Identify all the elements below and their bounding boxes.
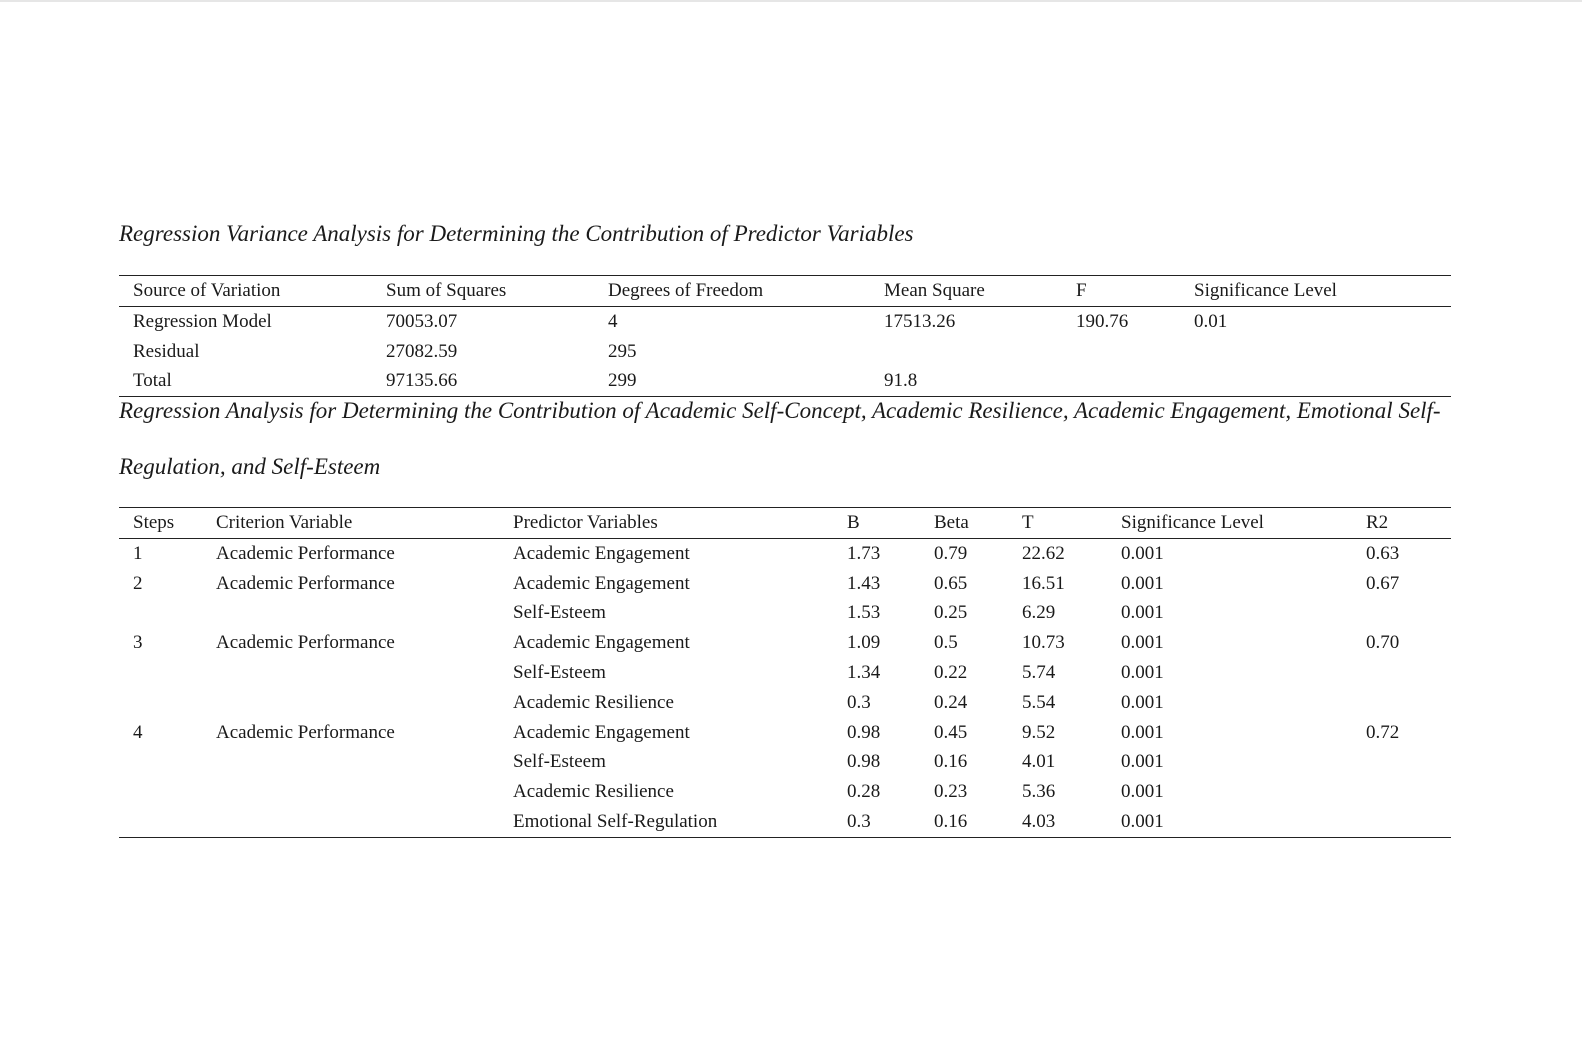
regression-row-cell: 2 (133, 572, 143, 594)
anova-row-cell: 70053.07 (386, 310, 458, 332)
anova-header-cell: Source of Variation (119, 276, 386, 307)
regression-row-cell (216, 747, 513, 777)
regression-row-cell: 1.43 (847, 572, 881, 594)
regression-row-cell: 0.001 (1121, 602, 1164, 624)
regression-row-cell (119, 658, 216, 688)
top-border (0, 0, 1582, 2)
regression-header-cell: Steps (119, 508, 216, 539)
regression-row-cell (216, 777, 513, 807)
regression-row-cell: 0.16 (934, 807, 1022, 837)
regression-row-cell (216, 807, 513, 837)
table1-caption: Regression Variance Analysis for Determining the Contribution of Predictor Variables (119, 221, 914, 246)
regression-row-cell (119, 807, 216, 837)
regression-row-cell: 0.63 (1366, 542, 1400, 564)
regression-row-cell: 0.70 (1366, 632, 1400, 654)
regression-header-row (119, 508, 1451, 539)
regression-row-cell: 4.03 (1022, 807, 1121, 837)
anova-header-cell: Sum of Squares (386, 276, 608, 307)
regression-row (119, 658, 1451, 688)
anova-row-cell: 4 (608, 310, 618, 332)
regression-row-cell: Academic Engagement (513, 542, 690, 564)
regression-row-cell: 0.28 (847, 781, 881, 803)
regression-row-cell: 9.52 (1022, 721, 1056, 743)
regression-row-cell: Self-Esteem (513, 602, 606, 624)
regression-row-cell: Academic Engagement (513, 572, 690, 594)
regression-row-cell: 0.3 (847, 691, 871, 713)
regression-row-cell (1366, 658, 1451, 688)
regression-row-cell (1366, 688, 1451, 718)
regression-row (119, 569, 1451, 599)
regression-header-cell: T (1022, 508, 1121, 539)
regression-row-cell: 0.001 (1121, 807, 1366, 837)
anova-header-cell: Significance Level (1194, 276, 1451, 307)
regression-row-cell: 0.001 (1121, 691, 1164, 713)
regression-row-cell: 0.001 (1121, 542, 1164, 564)
regression-row-cell: 4 (133, 721, 143, 743)
regression-row-cell: 0.001 (1121, 632, 1164, 654)
regression-row-cell: 1.73 (847, 542, 881, 564)
regression-row-cell: 1.53 (847, 602, 881, 624)
regression-table (119, 507, 1451, 838)
regression-row-cell (216, 688, 513, 718)
regression-row (119, 628, 1451, 658)
anova-row-cell: 299 (608, 366, 884, 396)
regression-row-cell: 10.73 (1022, 632, 1065, 654)
regression-row-cell: 0.001 (1121, 751, 1164, 773)
regression-row-cell: 0.25 (934, 602, 968, 624)
regression-row-cell: 0.001 (1121, 721, 1164, 743)
anova-header-cell: F (1076, 276, 1194, 307)
regression-row-cell: 5.74 (1022, 661, 1056, 683)
regression-row-cell: 0.45 (934, 721, 968, 743)
anova-header-cell: Degrees of Freedom (608, 276, 884, 307)
regression-row (119, 598, 1451, 628)
regression-row-cell: 3 (133, 632, 143, 654)
regression-row-cell: Academic Performance (216, 542, 395, 564)
regression-row-cell: 1.34 (847, 661, 881, 683)
regression-row (119, 718, 1451, 748)
regression-row (119, 747, 1451, 777)
regression-row-cell: Academic Engagement (513, 721, 690, 743)
regression-row-cell: 6.29 (1022, 602, 1056, 624)
anova-row-cell: 91.8 (884, 366, 1076, 396)
regression-row-cell: 22.62 (1022, 542, 1065, 564)
anova-row-cell: 190.76 (1076, 310, 1129, 332)
regression-header-cell: Predictor Variables (513, 508, 847, 539)
anova-row-cell: 17513.26 (884, 310, 956, 332)
regression-row-cell: 0.3 (847, 807, 934, 837)
regression-row-cell: 0.23 (934, 781, 968, 803)
regression-row-cell: Academic Resilience (513, 691, 674, 713)
anova-row-cell: 97135.66 (386, 366, 608, 396)
anova-row-cell: Total (119, 366, 386, 396)
regression-row-cell (119, 777, 216, 807)
anova-row-cell (1076, 337, 1194, 367)
regression-row-cell: 0.98 (847, 751, 881, 773)
regression-row-cell: 0.16 (934, 751, 968, 773)
regression-row-cell (1366, 777, 1451, 807)
regression-row-cell: 1.09 (847, 632, 881, 654)
regression-row-cell: Self-Esteem (513, 661, 606, 683)
regression-row-cell: 5.36 (1022, 781, 1056, 803)
regression-row-cell: 0.001 (1121, 781, 1164, 803)
regression-header-cell: Significance Level (1121, 508, 1366, 539)
regression-row-cell: 1 (133, 542, 143, 564)
regression-table-body (119, 538, 1451, 837)
regression-header-cell: B (847, 508, 934, 539)
anova-table (119, 275, 1451, 397)
regression-row-cell: 0.24 (934, 691, 968, 713)
regression-header-cell: R2 (1366, 508, 1451, 539)
anova-row-cell (884, 337, 1076, 367)
anova-row-cell: Regression Model (133, 310, 272, 332)
anova-row-cell: 295 (608, 340, 637, 362)
regression-row (119, 688, 1451, 718)
regression-row-cell: 16.51 (1022, 572, 1065, 594)
regression-row-cell: 0.67 (1366, 572, 1400, 594)
regression-row-cell: 0.72 (1366, 721, 1400, 743)
anova-header-row (119, 276, 1451, 307)
regression-row-cell (119, 747, 216, 777)
anova-row-cell (1194, 337, 1451, 367)
anova-row (119, 337, 1451, 367)
regression-row-cell: Academic Performance (216, 721, 395, 743)
anova-row (119, 306, 1451, 336)
regression-header-cell: Criterion Variable (216, 508, 513, 539)
anova-row-cell: 27082.59 (386, 340, 458, 362)
regression-row-cell: 0.001 (1121, 661, 1164, 683)
regression-row (119, 777, 1451, 807)
regression-row-cell: Emotional Self-Regulation (513, 807, 847, 837)
regression-row-cell (1366, 807, 1451, 837)
regression-row-cell (119, 688, 216, 718)
regression-row-cell: 0.79 (934, 542, 968, 564)
regression-row (119, 538, 1451, 568)
anova-header-cell: Mean Square (884, 276, 1076, 307)
regression-row-cell: Academic Resilience (513, 781, 674, 803)
regression-row-cell: 0.5 (934, 632, 958, 654)
table2-caption: Regression Analysis for Determining the Contribution of Academic Self-Concept, Academic Resilience, Academic Engagement, Emotional Self-Regulation, and Self-Esteem (119, 398, 1441, 479)
regression-header-cell: Beta (934, 508, 1022, 539)
regression-row-cell: 0.98 (847, 721, 881, 743)
regression-row-cell: Academic Performance (216, 572, 395, 594)
regression-row-cell: 4.01 (1022, 751, 1056, 773)
regression-row-cell (216, 598, 513, 628)
regression-row-cell: 0.65 (934, 572, 968, 594)
regression-row-cell (1366, 598, 1451, 628)
regression-row-cell (119, 598, 216, 628)
regression-row-cell (1366, 747, 1451, 777)
regression-row-cell: 0.001 (1121, 572, 1164, 594)
anova-row-cell: 0.01 (1194, 310, 1228, 332)
anova-row-cell: Residual (133, 340, 200, 362)
regression-row-cell: Self-Esteem (513, 751, 606, 773)
regression-row (119, 807, 1451, 837)
regression-row-cell: Academic Performance (216, 632, 395, 654)
regression-row-cell: Academic Engagement (513, 632, 690, 654)
regression-row-cell: 0.22 (934, 661, 968, 683)
regression-row-cell: 5.54 (1022, 691, 1056, 713)
regression-row-cell (216, 658, 513, 688)
